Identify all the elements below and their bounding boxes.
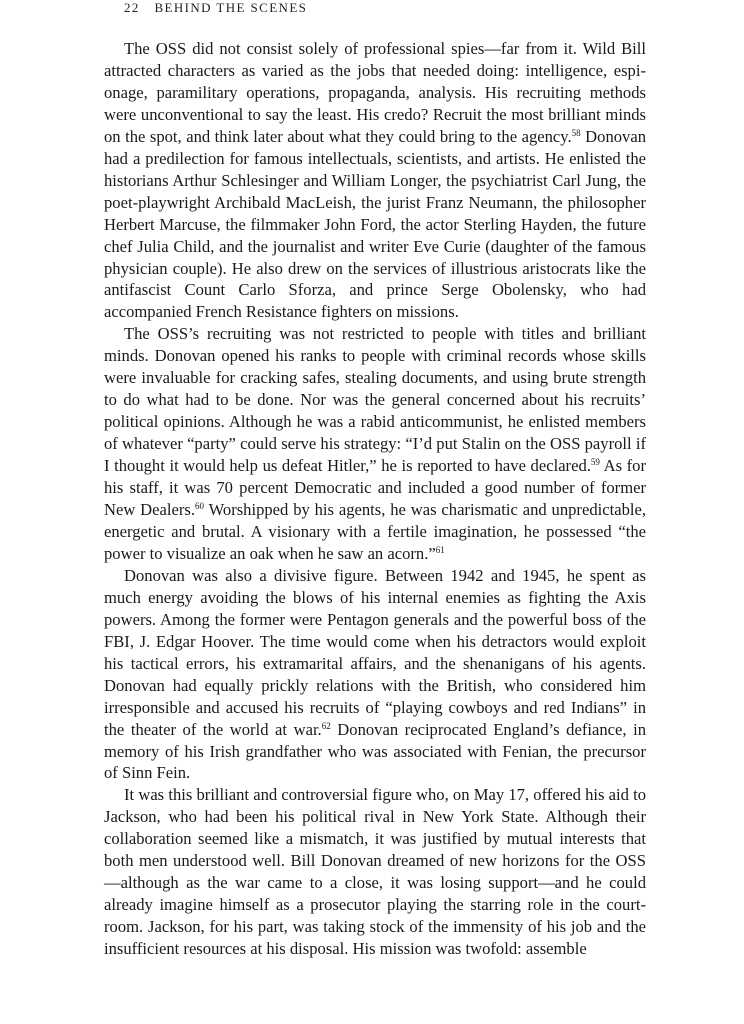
text-run: The OSS’s recruiting was not restricted to people with titles and brilliant minds. Donovan opened his ranks to people with criminal records whose skills were invaluable for cracking safes, stealing documents, and using brute strength to do what had to be done. Nor was the general concerned about his recruits’ political opinions. Although he was a rabid anticommunist, he enlisted members of whatever “party” could serve his strategy: “I’d put Stalin on the OSS payroll if I thought it would help us defeat Hitler,” he is reported to have declared.: [104, 324, 646, 476]
page-number: 22: [124, 0, 140, 15]
text-run: Donovan was also a divisive figure. Between 1942 and 1945, he spent as much energy avoiding the blows of his internal enemies as fighting the Axis powers. Among the former were Pentagon generals and the powerful boss of the FBI, J. Edgar Hoover. The time would come when his detractors would exploit his tactical errors, his extramarital affairs, and the shenanigans of his agents. Donovan had equally prickly relations with the British, who considered him irresponsible and accused his recruits of “playing cowboys and red Indians” in the theater of the world at war.: [104, 565, 646, 739]
text-run: It was this brilliant and controversial figure who, on May 17, offered his aid to Jackson, who had been his political rival in New York State. Although their collaboration seemed like a mismatch, it was justified by mutual interests that both men understood well. Bill Donovan dreamed of new horizons for the OSS—although as the war came to a close, it was losing support—and he could already imagine himself as a prosecutor playing the starring role in the courtroom. Jackson, for his part, was taking stock of the immensity of his job and the insufficient resources at his disposal. His mission was twofold: assemble: [104, 785, 646, 959]
body-text: [104, 38, 646, 960]
text-run: Donovan reciprocated England’s defiance, in memory of his Irish grandfather who was associated with Fenian, the precursor of Sinn Fein.: [104, 719, 646, 783]
footnote-marker: 60: [195, 501, 205, 512]
footnote-marker: 61: [435, 544, 445, 555]
paragraph: [104, 784, 646, 960]
paragraph: [104, 38, 646, 323]
running-head: [124, 0, 307, 16]
paragraph: [104, 565, 646, 785]
footnote-marker: 62: [321, 720, 331, 731]
footnote-marker: 59: [590, 457, 600, 468]
text-run: As for his staff, it was 70 percent Democratic and included a good number of former New Dealers.: [104, 456, 647, 520]
paragraph: [104, 323, 646, 564]
text-run: Worshipped by his agents, he was charismatic and unpredictable, energetic and brutal. A visionary with a fertile imagination, he possessed “the power to visualize an oak when he saw an acorn.”: [104, 500, 646, 563]
text-run: The OSS did not consist solely of professional spies—far from it. Wild Bill attracted characters as varied as the jobs that needed doing: intelligence, espionage, paramilitary operations, propaganda, analysis. His recruiting methods were unconventional to say the least. His credo? Recruit the most brilliant minds on the spot, and think later about what they could bring to the agency.: [104, 39, 646, 146]
running-head-title: BEHIND THE SCENES: [154, 0, 308, 15]
footnote-marker: 58: [571, 127, 581, 138]
text-run: Donovan had a predilection for famous intellectuals, scientists, and artists. He enlisted the historians Arthur Schlesinger and William Longer, the psychiatrist Carl Jung, the poet-playwright Archibald MacLeish, the jurist Franz Neumann, the philosopher Herbert Marcuse, the filmmaker John Ford, the actor Sterling Hayden, the future chef Julia Child, and the journalist and writer Eve Curie (daughter of the famous physician couple). He also drew on the services of illustrious aristocrats like the antifascist Count Carlo Sforza, and prince Serge Obolensky, who had accompanied French Resistance fighters on missions.: [104, 126, 646, 322]
